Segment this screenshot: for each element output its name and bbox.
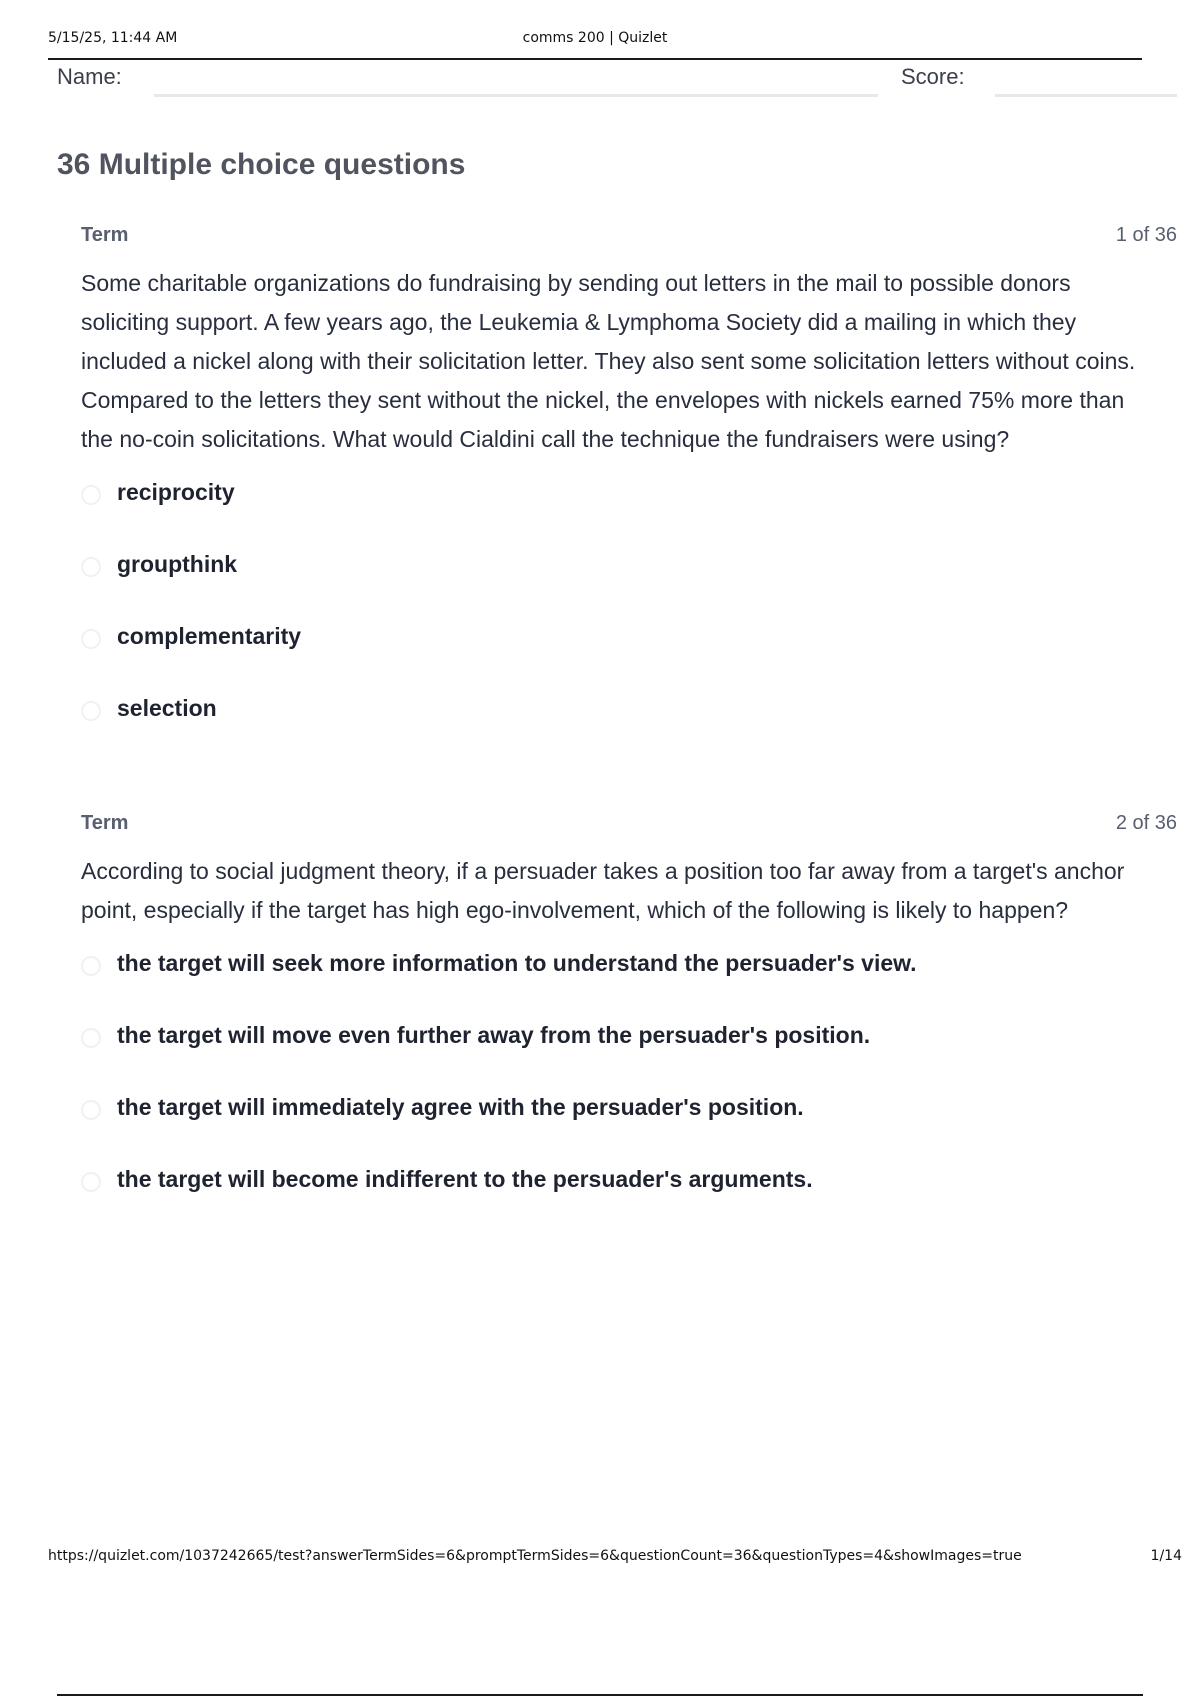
answer-label[interactable]: reciprocity bbox=[117, 479, 235, 505]
question-card bbox=[81, 224, 1177, 761]
question-counter: 2 of 36 bbox=[1115, 812, 1177, 834]
name-label: Name: bbox=[57, 64, 122, 89]
bottom-divider bbox=[57, 1694, 1143, 1696]
question-header bbox=[81, 224, 1177, 254]
name-score-row bbox=[57, 64, 1177, 104]
score-label: Score: bbox=[901, 64, 965, 89]
page-number: 1/14 bbox=[1150, 1548, 1182, 1564]
print-header bbox=[48, 30, 1142, 60]
answer-label[interactable]: the target will move even further away from the persuader's position. bbox=[117, 1022, 871, 1048]
score-field[interactable] bbox=[995, 94, 1177, 97]
question-counter: 1 of 36 bbox=[1115, 224, 1177, 246]
question-text: According to social judgment theory, if a persuader takes a position too far away from a target's anchor point, especially if the target has high ego-involvement, which of the following is likely to happen? bbox=[81, 858, 1125, 923]
answer-label[interactable]: the target will seek more information to understand the persuader's view. bbox=[117, 950, 917, 976]
answer-label[interactable]: groupthink bbox=[117, 551, 238, 577]
radio-button[interactable] bbox=[81, 956, 101, 976]
question-text: Some charitable organizations do fundraising by sending out letters in the mail to possible donors soliciting support. A few years ago, the Leukemia & Lymphoma Society did a mailing in which they included a nickel along with their solicitation letter. They also sent some solicitation letters without coins. Compared to the letters they sent without the nickel, the envelopes with nickels earned 75% more than the no-coin solicitations. What would Cialdini call the technique the fundraisers were using? bbox=[81, 270, 1136, 452]
radio-button[interactable] bbox=[81, 701, 101, 721]
term-label: Term bbox=[81, 224, 129, 246]
print-date: 5/15/25, 11:44 AM bbox=[48, 30, 178, 46]
answer-option[interactable] bbox=[81, 1016, 1177, 1088]
term-label: Term bbox=[81, 812, 129, 834]
question-card bbox=[81, 812, 1177, 1232]
answer-options bbox=[81, 473, 1177, 761]
answer-options bbox=[81, 944, 1177, 1232]
radio-button[interactable] bbox=[81, 485, 101, 505]
answer-option[interactable] bbox=[81, 1088, 1177, 1160]
answer-label[interactable]: the target will become indifferent to the persuader's arguments. bbox=[117, 1166, 813, 1192]
answer-option[interactable] bbox=[81, 689, 1177, 761]
answer-option[interactable] bbox=[81, 473, 1177, 545]
answer-option[interactable] bbox=[81, 617, 1177, 689]
section-heading: 36 Multiple choice questions bbox=[57, 148, 466, 181]
answer-label[interactable]: the target will immediately agree with the persuader's position. bbox=[117, 1094, 804, 1120]
radio-button[interactable] bbox=[81, 1028, 101, 1048]
print-title: comms 200 | Quizlet bbox=[522, 30, 668, 46]
answer-option[interactable] bbox=[81, 1160, 1177, 1232]
radio-button[interactable] bbox=[81, 1172, 101, 1192]
answer-option[interactable] bbox=[81, 545, 1177, 617]
answer-label[interactable]: selection bbox=[117, 695, 217, 721]
footer-url: https://quizlet.com/1037242665/test?answerTermSides=6&promptTermSides=6&questionCount=36&questionTypes=4&showImages=true bbox=[48, 1548, 1022, 1564]
print-footer bbox=[48, 1548, 1182, 1572]
name-field[interactable] bbox=[154, 94, 878, 97]
answer-option[interactable] bbox=[81, 944, 1177, 1016]
answer-label[interactable]: complementarity bbox=[117, 623, 302, 649]
radio-button[interactable] bbox=[81, 629, 101, 649]
radio-button[interactable] bbox=[81, 557, 101, 577]
question-header bbox=[81, 812, 1177, 842]
radio-button[interactable] bbox=[81, 1100, 101, 1120]
